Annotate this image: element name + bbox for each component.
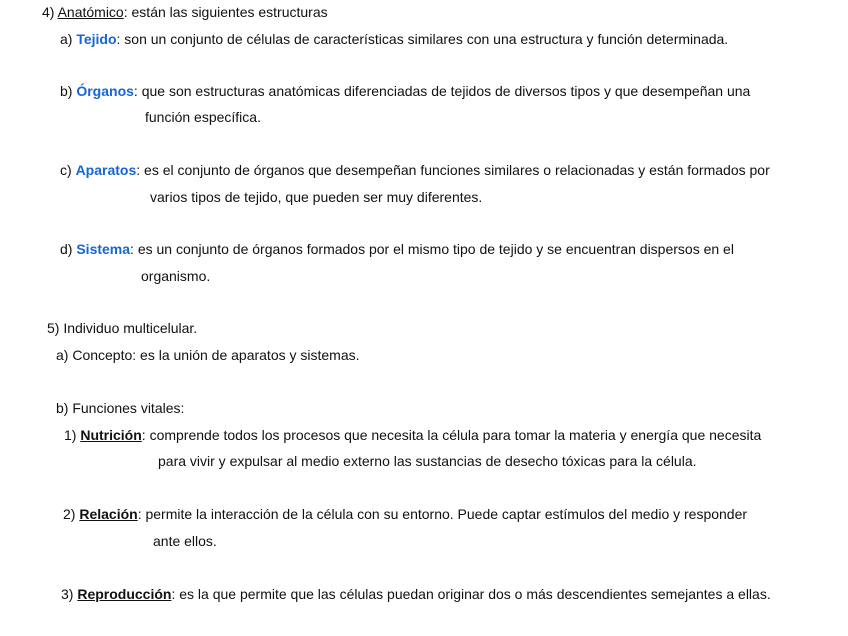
term-relacion: Relación (79, 506, 138, 522)
term-nutricion: Nutrición (80, 427, 142, 443)
item-marker: c) (60, 162, 72, 178)
item-text: : que son estructuras anatómicas diferenciadas de tejidos de diversos tipos y que desempeñan una (133, 83, 751, 99)
function-relacion-continuation: ante ellos. (153, 533, 217, 549)
section-4-intro: : están las siguientes estructuras (123, 4, 328, 20)
functions-title: b) Funciones vitales: (56, 400, 185, 416)
function-relacion (63, 505, 747, 523)
term-reproduccion: Reproducción (77, 586, 172, 602)
concept-line: a) Concepto: es la unión de aparatos y sistemas. (56, 347, 360, 363)
function-marker: 3) (61, 586, 74, 602)
item-aparatos (60, 161, 770, 179)
item-marker: a) (60, 31, 73, 47)
function-nutricion (64, 426, 761, 444)
item-marker: b) (60, 83, 73, 99)
section-5-title: 5) Individuo multicelular. (47, 320, 198, 336)
section-4-number: 4) (42, 4, 55, 20)
item-organos-continuation: función específica. (145, 109, 261, 125)
term-organos: Órganos (76, 83, 134, 99)
term-tejido: Tejido (76, 31, 117, 47)
term-sistema: Sistema (76, 241, 131, 257)
term-aparatos: Aparatos (75, 162, 137, 178)
item-text: : es el conjunto de órganos que desempeñan funciones similares o relacionadas y están formados por (136, 162, 770, 178)
item-text: : es un conjunto de órganos formados por el mismo tipo de tejido y se encuentran dispersos en el (130, 241, 734, 257)
function-nutricion-continuation: para vivir y expulsar al medio externo las sustancias de desecho tóxicas para la célula. (158, 453, 697, 469)
item-sistema-continuation: organismo. (141, 268, 211, 284)
function-marker: 1) (64, 427, 77, 443)
section-4-heading (42, 3, 328, 21)
function-text: : es la que permite que las células puedan originar dos o más descendientes semejantes a ellas. (171, 586, 771, 602)
function-text: : comprende todos los procesos que necesita la célula para tomar la materia y energía que necesita (141, 427, 762, 443)
function-marker: 2) (63, 506, 76, 522)
function-reproduccion (61, 585, 771, 603)
item-tejido (60, 30, 728, 48)
function-text: : permite la interacción de la célula con su entorno. Puede captar estímulos del medio y responder (137, 506, 748, 522)
item-aparatos-continuation: varios tipos de tejido, que pueden ser muy diferentes. (150, 189, 483, 205)
item-organos (60, 82, 750, 100)
item-marker: d) (60, 241, 73, 257)
item-text: : son un conjunto de células de características similares con una estructura y función determinada. (116, 31, 729, 47)
item-sistema (60, 240, 734, 258)
section-4-title: Anatómico (57, 4, 124, 20)
